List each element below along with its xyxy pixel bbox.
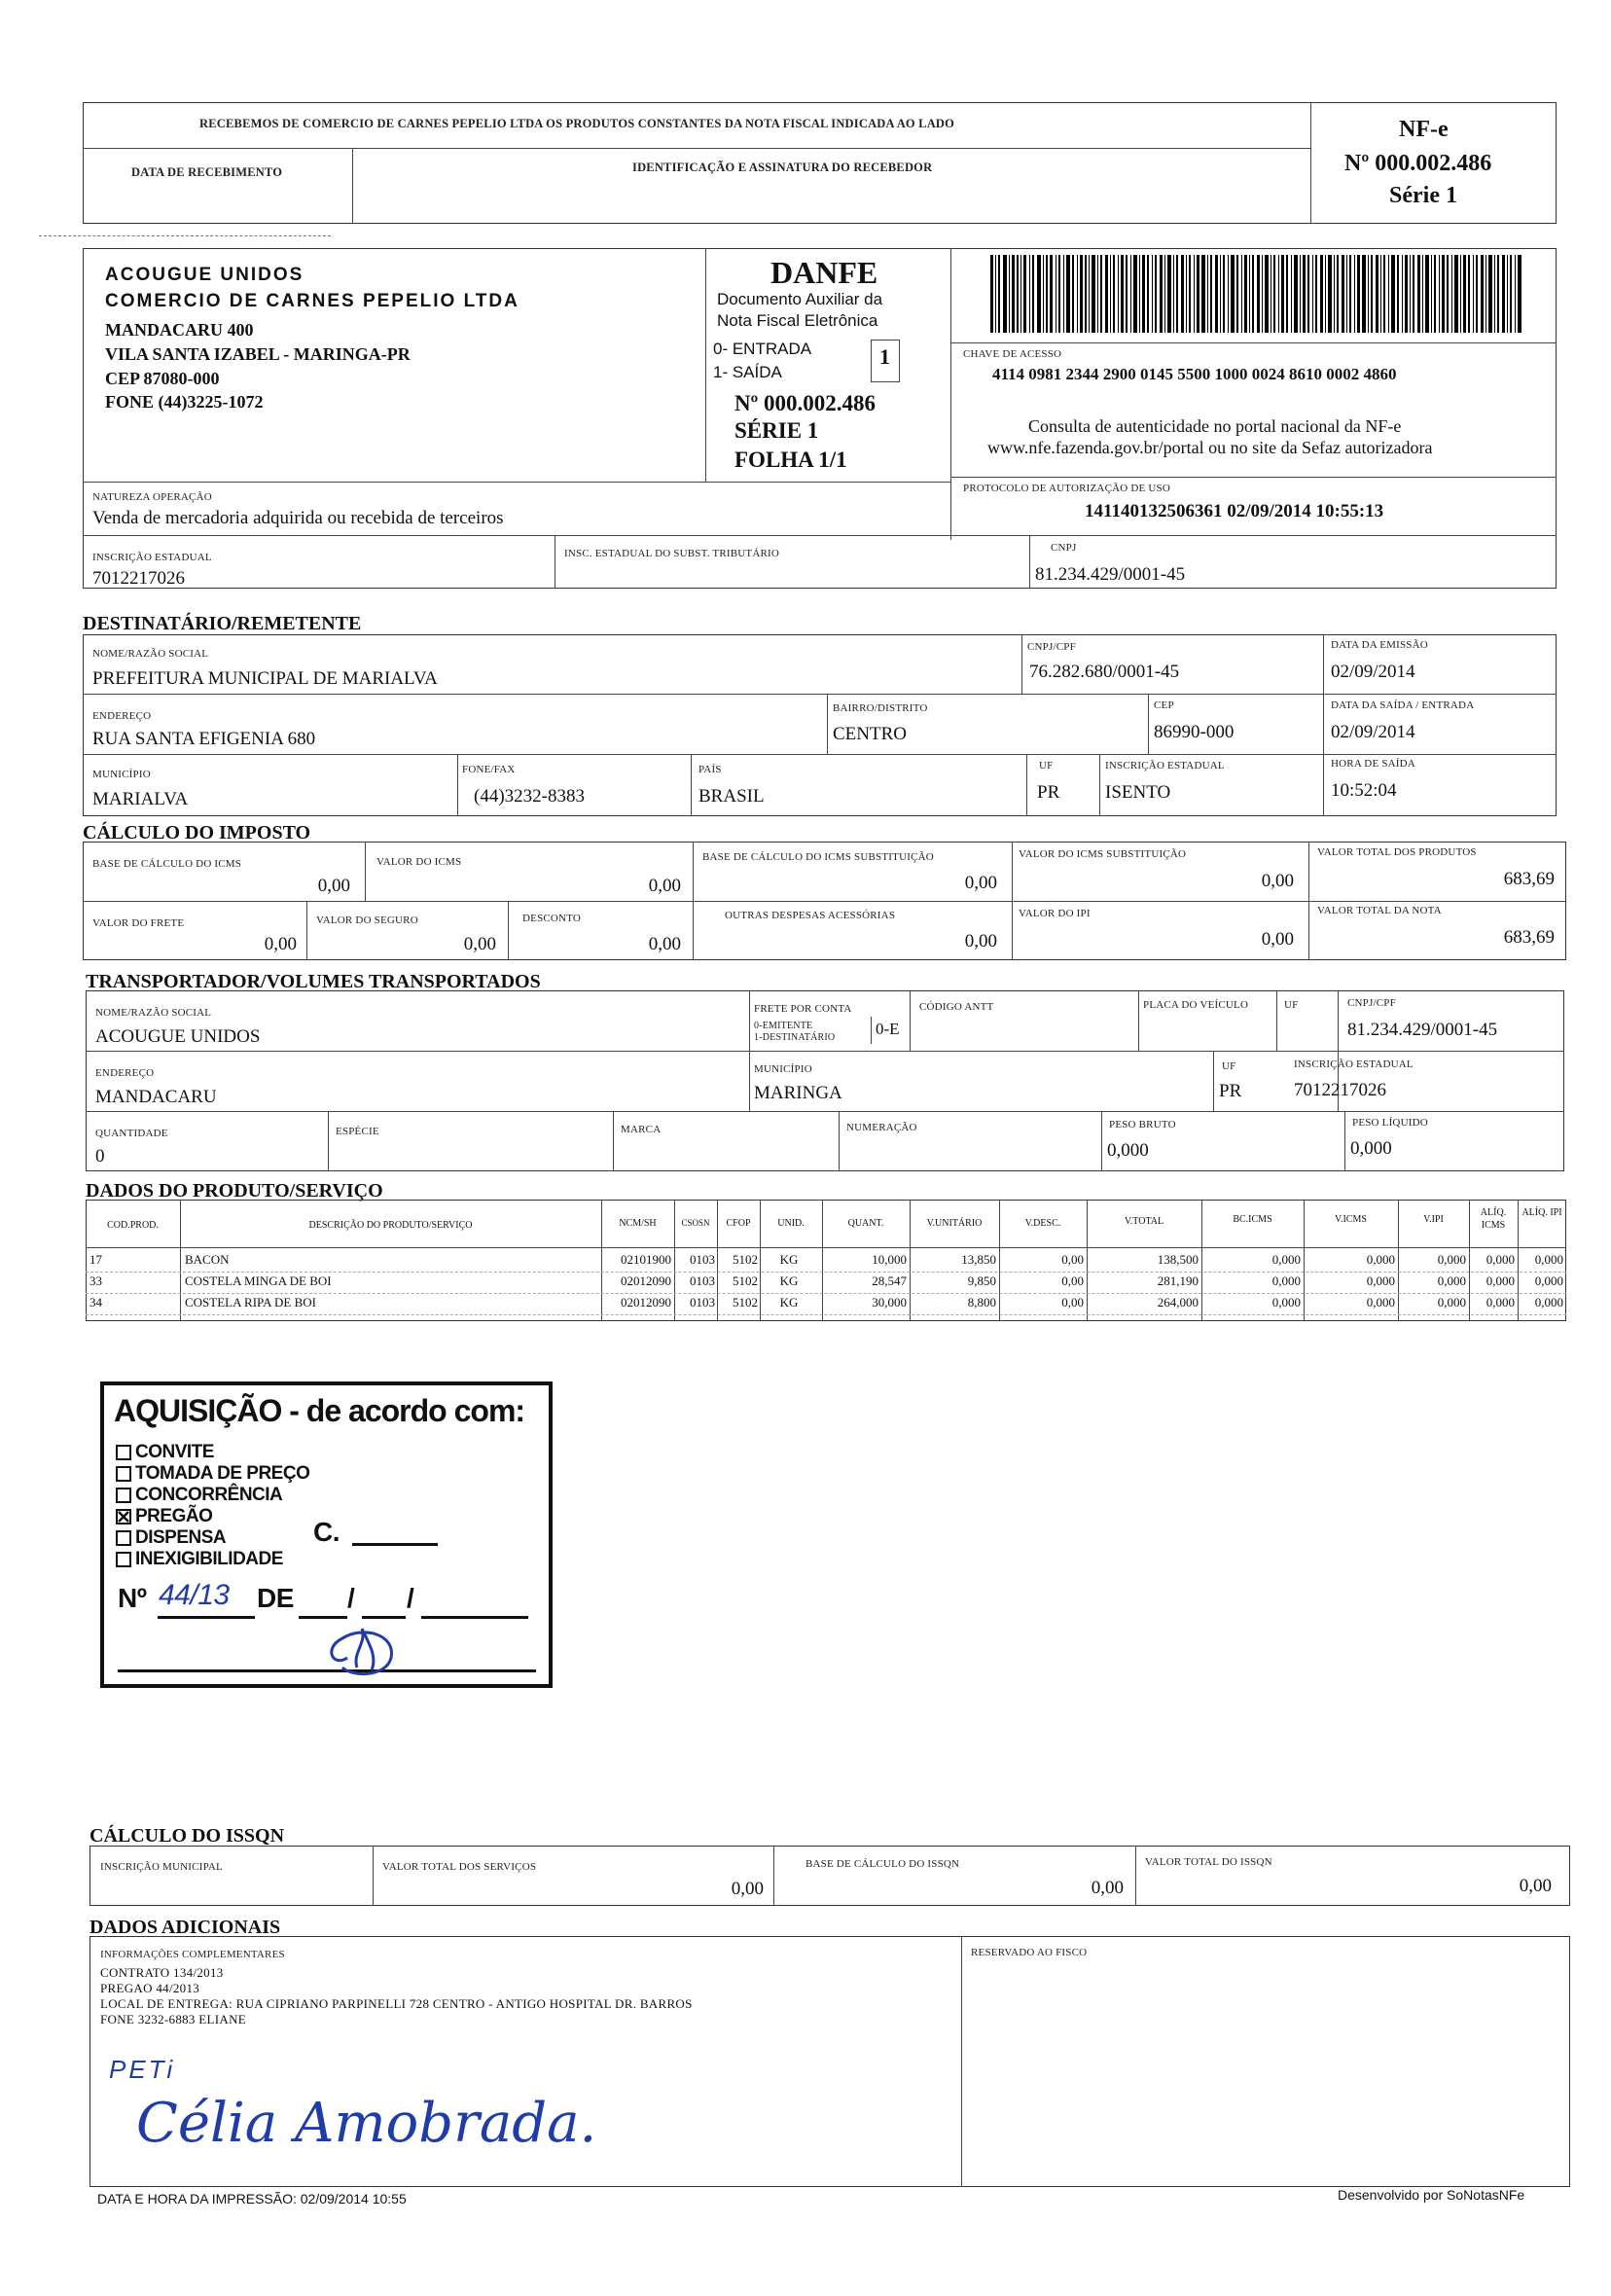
cell-cfop: 5102: [733, 1274, 758, 1288]
transp-municipio-label: MUNICÍPIO: [754, 1063, 812, 1075]
info-line: PREGAO 44/2013: [100, 1981, 200, 1995]
cell-unid: KG: [779, 1295, 799, 1309]
chave-valor: 4114 0981 2344 2900 0145 5500 1000 0024 8610 0002 4860: [992, 365, 1397, 383]
dest-bairro-label: BAIRRO/DISTRITO: [833, 702, 928, 714]
info-line: LOCAL DE ENTREGA: RUA CIPRIANO PARPINELLI 728 CENTRO - ANTIGO HOSPITAL DR. BARROS: [100, 1996, 693, 2011]
emitente-nome1: ACOUGUE UNIDOS: [105, 265, 304, 285]
cell-vdesc: 0,00: [1061, 1252, 1084, 1267]
canhoto-recebemos: RECEBEMOS DE COMERCIO DE CARNES PEPELIO LTDA OS PRODUTOS CONSTANTES DA NOTA FISCAL INDICADA AO LADO: [199, 117, 955, 130]
stamp-c-label: C.: [313, 1517, 340, 1547]
cell-desc: COSTELA RIPA DE BOI: [185, 1295, 316, 1309]
base-icms: 0,00: [317, 876, 350, 896]
barcode: [990, 255, 1523, 333]
base-st: 0,00: [964, 873, 997, 893]
frete: 0,00: [264, 934, 297, 954]
checkbox-icon: [116, 1488, 131, 1503]
stamp-item-label: DISPENSA: [135, 1527, 227, 1548]
th-vunit: V.UNITÁRIO: [926, 1218, 983, 1229]
cell-cod: 17: [90, 1252, 102, 1267]
transp-qtd: 0: [95, 1146, 105, 1166]
dest-cnpj: 76.282.680/0001-45: [1029, 662, 1180, 682]
cell-vdesc: 0,00: [1061, 1295, 1084, 1309]
checkbox-icon: [116, 1445, 131, 1460]
cell-vtotal: 138,500: [1157, 1252, 1199, 1267]
cell-bcicms: 0,000: [1271, 1274, 1301, 1288]
transp-ie-label: INSCRIÇÃO ESTADUAL: [1294, 1058, 1414, 1070]
chave-consulta1: Consulta de autenticidade no portal nacional da NF-e: [1028, 416, 1402, 436]
chave-label: CHAVE DE ACESSO: [963, 348, 1062, 360]
transp-peso-liquido-label: PESO LÍQUIDO: [1352, 1117, 1428, 1129]
divider: [373, 1846, 374, 1906]
th-bcicms: BC.ICMS: [1233, 1214, 1272, 1225]
protocolo-label: PROTOCOLO DE AUTORIZAÇÃO DE USO: [963, 483, 1170, 494]
divider: [421, 1616, 528, 1619]
dest-cnpj-label: CNPJ/CPF: [1027, 641, 1076, 653]
emitente-nome2: COMERCIO DE CARNES PEPELIO LTDA: [105, 291, 519, 311]
emitente-bairro-cidade: VILA SANTA IZABEL - MARINGA-PR: [105, 344, 411, 364]
divider: [1148, 694, 1149, 754]
desconto: 0,00: [648, 934, 681, 954]
canhoto-identificacao-label: IDENTIFICAÇÃO E ASSINATURA DO RECEBEDOR: [632, 161, 933, 174]
total-nota-label: VALOR TOTAL DA NOTA: [1317, 905, 1442, 916]
cell-csosn: 0103: [690, 1274, 715, 1288]
transp-especie-label: ESPÉCIE: [336, 1126, 379, 1137]
stamp-item-label: TOMADA DE PREÇO: [135, 1463, 310, 1484]
cell-ncm: 02101900: [621, 1252, 671, 1267]
th-quant: QUANT.: [847, 1218, 884, 1229]
divider: [1213, 1051, 1214, 1111]
dest-hora: 10:52:04: [1331, 780, 1397, 801]
stamp-sep2: /: [407, 1583, 414, 1613]
divider: [773, 1846, 774, 1906]
emitente-cep: CEP 87080-000: [105, 369, 220, 388]
issqn-base: 0,00: [1091, 1878, 1124, 1898]
divider: [1308, 842, 1309, 960]
cell-csosn: 0103: [690, 1295, 715, 1309]
divider: [1029, 535, 1030, 589]
total-prod-label: VALOR TOTAL DOS PRODUTOS: [1317, 846, 1477, 858]
th-csosn: CSOSN: [681, 1218, 710, 1228]
checkbox-icon: [116, 1530, 131, 1546]
info-label: INFORMAÇÕES COMPLEMENTARES: [100, 1949, 285, 1960]
checkbox-icon: [116, 1552, 131, 1567]
cell-vunit: 8,800: [967, 1295, 996, 1309]
dest-saida: 02/09/2014: [1331, 722, 1415, 742]
th-cfop: CFOP: [726, 1218, 751, 1229]
iest-label: INSC. ESTADUAL DO SUBST. TRIBUTÁRIO: [564, 548, 780, 559]
th-vicms: V.ICMS: [1335, 1214, 1367, 1225]
divider: [1323, 634, 1324, 816]
cell-vicms: 0,000: [1366, 1274, 1395, 1288]
adicionais-secao: DADOS ADICIONAIS: [90, 1917, 281, 1938]
cell-cfop: 5102: [733, 1252, 758, 1267]
stamp-title: AQUISIÇÃO - de acordo com:: [114, 1393, 525, 1428]
dest-municipio-label: MUNICÍPIO: [92, 769, 151, 780]
cell-aliq-icms: 0,000: [1486, 1252, 1515, 1267]
transp-ie: 7012217026: [1294, 1080, 1386, 1100]
transp-uf-label: UF: [1284, 999, 1299, 1011]
stamp-item-label: INEXIGIBILIDADE: [135, 1549, 283, 1569]
issqn-im-label: INSCRIÇÃO MUNICIPAL: [100, 1861, 223, 1873]
danfe-numero: Nº 000.002.486: [734, 391, 876, 415]
divider: [328, 1111, 329, 1171]
stamp-item: [116, 1506, 212, 1527]
dest-emissao-label: DATA DA EMISSÃO: [1331, 639, 1428, 651]
dest-ie: ISENTO: [1105, 782, 1171, 803]
divider: [83, 694, 1557, 695]
danfe-serie: SÉRIE 1: [734, 418, 819, 443]
divider: [83, 901, 1566, 902]
divider: [86, 1247, 1566, 1248]
divider: [86, 1051, 1564, 1052]
th-aliq-ipi: ALÍQ. IPI: [1522, 1207, 1562, 1218]
dest-ie-label: INSCRIÇÃO ESTADUAL: [1105, 760, 1225, 771]
divider: [1099, 754, 1100, 816]
stamp-item: [116, 1527, 226, 1549]
transp-frete: 0-E: [876, 1020, 900, 1038]
cell-aliq-ipi: 0,000: [1534, 1274, 1563, 1288]
cell-vipi: 0,000: [1437, 1252, 1466, 1267]
dest-fone-label: FONE/FAX: [462, 764, 516, 775]
stamp-item: [116, 1549, 283, 1570]
natureza-label: NATUREZA OPERAÇÃO: [92, 491, 212, 503]
danfe-tipo: 1: [879, 344, 890, 369]
destinatario-secao: DESTINATÁRIO/REMETENTE: [83, 613, 362, 634]
cell-ncm: 02012090: [621, 1274, 671, 1288]
cnpj-valor: 81.234.429/0001-45: [1035, 564, 1186, 585]
ie-valor: 7012217026: [92, 568, 185, 589]
valor-st: 0,00: [1261, 871, 1294, 891]
transp-peso-bruto-label: PESO BRUTO: [1109, 1119, 1176, 1130]
base-icms-label: BASE DE CÁLCULO DO ICMS: [92, 858, 242, 870]
stamp-item-label: CONVITE: [135, 1442, 214, 1462]
divider: [1276, 990, 1277, 1051]
assinatura: Célia Amobrada.: [136, 2092, 597, 2155]
canhoto-data-recebimento-label: DATA DE RECEBIMENTO: [131, 165, 283, 179]
dest-uf-label: UF: [1039, 760, 1054, 771]
divider: [1135, 1846, 1136, 1906]
cell-unid: KG: [779, 1252, 799, 1267]
danfe-folha: FOLHA 1/1: [734, 448, 847, 472]
divider: [83, 535, 1557, 536]
transp-frete-opt1: 0-EMITENTE: [754, 1021, 813, 1031]
transp-uf2-label: UF: [1222, 1060, 1236, 1072]
divider: [83, 754, 1557, 755]
issqn-secao: CÁLCULO DO ISSQN: [90, 1825, 285, 1847]
issqn-base-label: BASE DE CÁLCULO DO ISSQN: [806, 1858, 960, 1870]
transp-cnpj-label: CNPJ/CPF: [1347, 997, 1396, 1009]
divider: [158, 1616, 255, 1619]
danfe-sub2: Nota Fiscal Eletrônica: [717, 311, 878, 330]
stamp-item-label: CONCORRÊNCIA: [135, 1485, 283, 1505]
cell-cfop: 5102: [733, 1295, 758, 1309]
transp-placa-label: PLACA DO VEÍCULO: [1143, 999, 1249, 1011]
divider: [693, 901, 694, 960]
divider: [613, 1111, 614, 1171]
seguro: 0,00: [463, 934, 496, 954]
transp-peso-bruto: 0,000: [1107, 1140, 1149, 1161]
cut-line: [39, 235, 331, 236]
stamp-rubric: [313, 1614, 420, 1682]
cell-vtotal: 281,190: [1157, 1274, 1199, 1288]
divider: [961, 1936, 962, 2187]
stamp-numero: 44/13: [159, 1579, 230, 1611]
divider: [83, 148, 1310, 149]
th-vtotal: V.TOTAL: [1124, 1216, 1164, 1227]
transp-marca-label: MARCA: [621, 1124, 662, 1135]
divider: [691, 754, 692, 816]
cell-aliq-icms: 0,000: [1486, 1274, 1515, 1288]
cell-vunit: 13,850: [961, 1252, 996, 1267]
transp-cnpj: 81.234.429/0001-45: [1347, 1020, 1498, 1040]
dest-endereco-label: ENDEREÇO: [92, 710, 152, 722]
divider: [352, 148, 353, 224]
ie-label: INSCRIÇÃO ESTADUAL: [92, 552, 212, 563]
dest-endereco: RUA SANTA EFIGENIA 680: [92, 729, 316, 749]
dest-fone: (44)3232-8383: [474, 786, 585, 807]
th-cod: COD.PROD.: [107, 1220, 159, 1231]
stamp-item: [116, 1442, 214, 1463]
divider: [1344, 1111, 1345, 1171]
divider: [1026, 754, 1027, 816]
dest-cep-label: CEP: [1154, 700, 1174, 711]
seguro-label: VALOR DO SEGURO: [316, 915, 418, 926]
stamp-item-label: PREGÃO: [135, 1506, 213, 1526]
stamp-sep1: /: [347, 1583, 355, 1613]
cell-vdesc: 0,00: [1061, 1274, 1084, 1288]
dest-municipio: MARIALVA: [92, 789, 189, 809]
cell-cod: 34: [90, 1295, 102, 1309]
outras: 0,00: [964, 931, 997, 951]
cell-vipi: 0,000: [1437, 1295, 1466, 1309]
divider: [83, 482, 950, 483]
stamp-item: [116, 1463, 309, 1485]
divider: [1310, 102, 1311, 224]
valor-icms-label: VALOR DO ICMS: [376, 856, 462, 868]
danfe-saida: 1- SAÍDA: [713, 363, 782, 381]
total-nota: 683,69: [1503, 927, 1555, 948]
transportador-secao: TRANSPORTADOR/VOLUMES TRANSPORTADOS: [86, 971, 541, 992]
dest-hora-label: HORA DE SAÍDA: [1331, 758, 1415, 770]
divider: [693, 842, 694, 901]
th-ncm: NCM/SH: [619, 1218, 657, 1229]
danfe-sub1: Documento Auxiliar da: [717, 290, 883, 308]
transp-endereco-label: ENDEREÇO: [95, 1067, 155, 1079]
dest-nome: PREFEITURA MUNICIPAL DE MARIALVA: [92, 668, 438, 689]
outras-label: OUTRAS DESPESAS ACESSÓRIAS: [725, 910, 896, 921]
divider: [705, 248, 706, 482]
divider: [180, 1200, 181, 1321]
divider: [827, 694, 828, 754]
dest-saida-label: DATA DA SAÍDA / ENTRADA: [1331, 700, 1475, 711]
table-row-divider: [86, 1293, 1566, 1294]
valor-st-label: VALOR DO ICMS SUBSTITUIÇÃO: [1019, 848, 1187, 860]
transp-uf2: PR: [1219, 1081, 1242, 1101]
divider: [1012, 842, 1013, 960]
issqn-servicos-label: VALOR TOTAL DOS SERVIÇOS: [382, 1861, 537, 1873]
cell-bcicms: 0,000: [1271, 1295, 1301, 1309]
danfe-entrada: 0- ENTRADA: [713, 340, 812, 358]
cell-aliq-icms: 0,000: [1486, 1295, 1515, 1309]
divider: [871, 1017, 872, 1044]
table-row-divider: [86, 1272, 1566, 1273]
divider: [950, 342, 1557, 343]
stamp-item: [116, 1485, 282, 1506]
th-desc: DESCRIÇÃO DO PRODUTO/SERVIÇO: [308, 1220, 473, 1231]
table-row-divider: [86, 1314, 1566, 1315]
transp-antt-label: CÓDIGO ANTT: [919, 1001, 994, 1013]
transp-nome: ACOUGUE UNIDOS: [95, 1026, 261, 1047]
protocolo-valor: 141140132506361 02/09/2014 10:55:13: [1085, 501, 1384, 521]
divider: [910, 990, 911, 1051]
transp-nome-label: NOME/RAZÃO SOCIAL: [95, 1007, 212, 1019]
transp-municipio: MARINGA: [754, 1083, 842, 1103]
transp-endereco: MANDACARU: [95, 1087, 217, 1107]
divider: [1138, 990, 1139, 1051]
stamp-de-label: DE: [257, 1583, 294, 1613]
canhoto-serie: Série 1: [1389, 183, 1457, 208]
th-vdesc: V.DESC.: [1024, 1218, 1061, 1229]
cell-vicms: 0,000: [1366, 1295, 1395, 1309]
divider: [86, 1111, 1564, 1112]
dest-pais-label: PAÍS: [698, 764, 722, 775]
transp-numeracao-label: NUMERAÇÃO: [846, 1122, 917, 1133]
divider: [365, 842, 366, 901]
ipi-label: VALOR DO IPI: [1019, 908, 1091, 919]
cell-quant: 30,000: [872, 1295, 907, 1309]
transp-frete-opt2: 1-DESTINATÁRIO: [754, 1032, 836, 1043]
th-vipi: V.IPI: [1423, 1214, 1444, 1225]
issqn-valor-label: VALOR TOTAL DO ISSQN: [1145, 1856, 1272, 1868]
valor-icms: 0,00: [648, 876, 681, 896]
divider: [749, 990, 750, 1111]
base-st-label: BASE DE CÁLCULO DO ICMS SUBSTITUIÇÃO: [702, 851, 934, 863]
cell-ncm: 02012090: [621, 1295, 671, 1309]
info-line: CONTRATO 134/2013: [100, 1965, 224, 1980]
fisco-label: RESERVADO AO FISCO: [971, 1947, 1088, 1958]
total-prod: 683,69: [1503, 869, 1555, 889]
checkbox-icon: [116, 1466, 131, 1482]
desconto-label: DESCONTO: [522, 913, 582, 924]
frete-label: VALOR DO FRETE: [92, 917, 185, 929]
danfe-titulo: DANFE: [770, 255, 878, 290]
cell-vunit: 9,850: [967, 1274, 996, 1288]
cell-bcicms: 0,000: [1271, 1252, 1301, 1267]
cell-desc: BACON: [185, 1252, 230, 1267]
stamp-numero-prefix: Nº: [118, 1583, 147, 1613]
rodape-impressao: DATA E HORA DA IMPRESSÃO: 02/09/2014 10:55: [97, 2191, 407, 2206]
dest-cep: 86990-000: [1154, 722, 1235, 742]
chave-consulta2: www.nfe.fazenda.gov.br/portal ou no site da Sefaz autorizadora: [987, 438, 1433, 457]
divider: [306, 901, 307, 960]
divider: [950, 248, 951, 540]
cell-csosn: 0103: [690, 1252, 715, 1267]
transp-peso-liquido: 0,000: [1350, 1138, 1392, 1159]
cell-vicms: 0,000: [1366, 1252, 1395, 1267]
cell-quant: 28,547: [872, 1274, 907, 1288]
divider: [508, 901, 509, 960]
produtos-secao: DADOS DO PRODUTO/SERVIÇO: [86, 1180, 383, 1202]
issqn-valor: 0,00: [1519, 1876, 1552, 1896]
issqn-box: [90, 1846, 1570, 1906]
th-aliq-icms: ALÍQ. ICMS: [1480, 1207, 1507, 1231]
divider: [457, 754, 458, 816]
canhoto-nfe: NF-e: [1399, 117, 1449, 142]
natureza-valor: Venda de mercadoria adquirida ou recebida de terceiros: [92, 508, 504, 528]
cell-vipi: 0,000: [1437, 1274, 1466, 1288]
issqn-servicos: 0,00: [731, 1879, 764, 1899]
cell-cod: 33: [90, 1274, 102, 1288]
cell-unid: KG: [779, 1274, 799, 1288]
cnpj-label: CNPJ: [1051, 542, 1077, 554]
anotacao-peti: PETi: [109, 2055, 176, 2084]
transp-qtd-label: QUANTIDADE: [95, 1128, 168, 1139]
imposto-secao: CÁLCULO DO IMPOSTO: [83, 822, 311, 843]
th-unid: UNID.: [777, 1218, 805, 1229]
ipi: 0,00: [1261, 929, 1294, 950]
dest-pais: BRASIL: [698, 786, 765, 807]
dest-emissao: 02/09/2014: [1331, 662, 1415, 682]
cell-quant: 10,000: [872, 1252, 907, 1267]
divider: [839, 1111, 840, 1171]
rodape-desenvolvido: Desenvolvido por SoNotasNFe: [1338, 2187, 1525, 2203]
checkbox-icon: [116, 1509, 131, 1525]
cell-aliq-ipi: 0,000: [1534, 1295, 1563, 1309]
dest-uf: PR: [1037, 782, 1060, 803]
emitente-endereco: MANDACARU 400: [105, 320, 254, 340]
dest-nome-label: NOME/RAZÃO SOCIAL: [92, 648, 209, 660]
divider: [950, 477, 1557, 478]
cell-aliq-ipi: 0,000: [1534, 1252, 1563, 1267]
dest-bairro: CENTRO: [833, 724, 907, 744]
info-line: FONE 3232-6883 ELIANE: [100, 2012, 247, 2027]
barcode-bars: [990, 255, 1523, 333]
divider: [1101, 1111, 1102, 1171]
emitente-fone: FONE (44)3225-1072: [105, 392, 264, 412]
divider: [1021, 634, 1022, 694]
cell-desc: COSTELA MINGA DE BOI: [185, 1274, 332, 1288]
aquisicao-stamp: [100, 1381, 553, 1688]
transp-frete-label: FRETE POR CONTA: [754, 1003, 852, 1015]
divider: [352, 1543, 438, 1546]
cell-vtotal: 264,000: [1157, 1295, 1199, 1309]
canhoto-numero: Nº 000.002.486: [1344, 151, 1492, 176]
